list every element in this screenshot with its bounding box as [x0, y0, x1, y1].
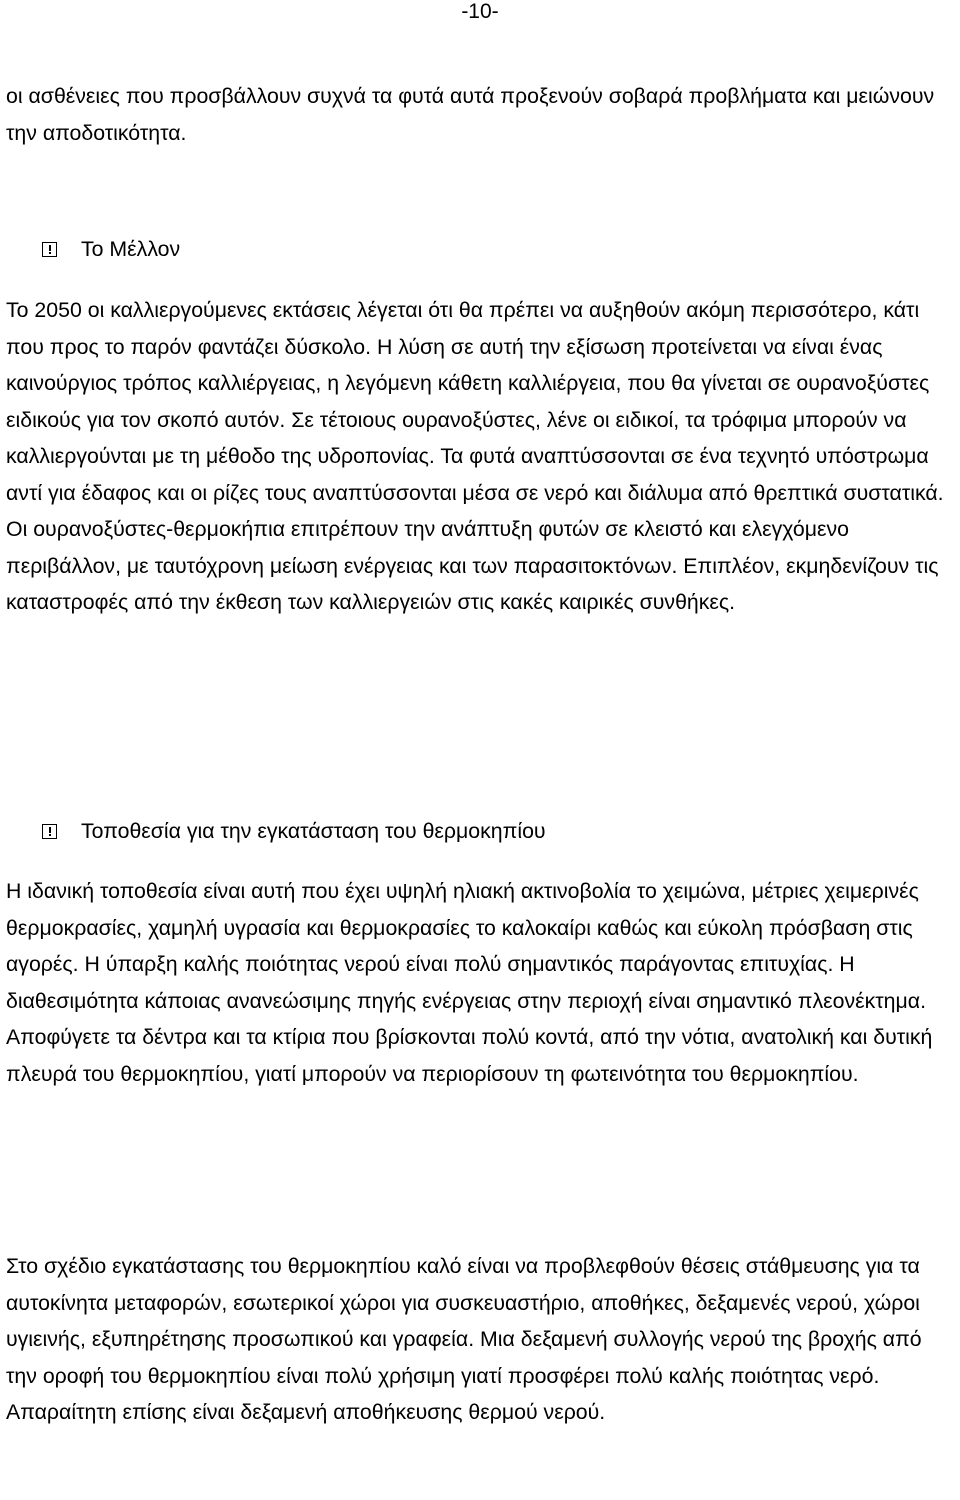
- section-heading-future-text: Το Μέλλον: [81, 237, 181, 261]
- page-number: -10-: [461, 0, 499, 23]
- alert-box-icon: [42, 824, 57, 839]
- closing-paragraph: Στο σχέδιο εγκατάστασης του θερμοκηπίου καλό είναι να προβλεφθούν θέσεις στάθμευσης για τα αυτοκίνητα μεταφορών, εσωτερικοί χώροι για συσκευαστήριο, αποθήκες, δεξαμενές νερού, χώροι υγιεινής, εξυπηρέτησης προσωπικού και γραφεία. Μια δεξαμενή συλλογής νερού της βροχής από την οροφή του θερμοκηπίου είναι πολύ χρήσιμη γιατί προσφέρει πολύ καλής ποιότητας νερό. Απαραίτητη επίσης είναι δεξαμενή αποθήκευσης θερμού νερού.: [6, 1254, 922, 1424]
- section-location-paragraph: Η ιδανική τοποθεσία είναι αυτή που έχει υψηλή ηλιακή ακτινοβολία το χειμώνα, μέτριες χειμερινές θερμοκρασίες, χαμηλή υγρασία και θερμοκρασίες το καλοκαίρι καθώς και εύκολη πρόσβαση στις αγορές. Η ύπαρξη καλής ποιότητας νερού είναι πολύ σημαντικός παράγοντας επιτυχίας. Η διαθεσιμότητα κάποιας ανανεώσιμης πηγής ενέργειας στην περιοχή είναι σημαντικό πλεονέκτημα. Αποφύγετε τα δέντρα και τα κτίρια που βρίσκονται πολύ κοντά, από την νότια, ανατολική και δυτική πλευρά του θερμοκηπίου, γιατί μπορούν να περιορίσουν τη φωτεινότητα του θερμοκηπίου.: [6, 879, 933, 1086]
- intro-paragraph: οι ασθένειες που προσβάλλουν συχνά τα φυτά αυτά προξενούν σοβαρά προβλήματα και μειώνουν την αποδοτικότητα.: [6, 84, 935, 145]
- alert-box-icon: [42, 242, 57, 257]
- section-heading-location: [42, 816, 546, 846]
- section-heading-location-text: Τοποθεσία για την εγκατάσταση του θερμοκηπίου: [81, 819, 546, 843]
- section-future-paragraph: Το 2050 οι καλλιεργούμενες εκτάσεις λέγεται ότι θα πρέπει να αυξηθούν ακόμη περισσότερο, κάτι που προς το παρόν φαντάζει δύσκολο. Η λύση σε αυτή την εξίσωση προτείνεται να είναι ένας καινούργιος τρόπος καλλιέργειας, η λεγόμενη κάθετη καλλιέργεια, που θα γίνεται σε ουρανοξύστες ειδικούς για τον σκοπό αυτόν. Σε τέτοιους ουρανοξύστες, λένε οι ειδικοί, τα τρόφιμα μπορούν να καλλιεργούνται με τη μέθοδο της υδροπονίας. Τα φυτά αναπτύσσονται σε ένα τεχνητό υπόστρωμα αντί για έδαφος και οι ρίζες τους αναπτύσσονται μέσα σε νερό και διάλυμα από θρεπτικά συστατικά. Οι ουρανοξύστες-θερμοκήπια επιτρέπουν την ανάπτυξη φυτών σε κλειστό και ελεγχόμενο περιβάλλον, με ταυτόχρονη μείωση ενέργειας και των παρασιτοκτόνων. Επιπλέον, εκμηδενίζουν τις καταστροφές από την έκθεση των καλλιεργειών στις κακές καιρικές συνθήκες.: [6, 298, 944, 614]
- section-heading-future: [42, 234, 180, 264]
